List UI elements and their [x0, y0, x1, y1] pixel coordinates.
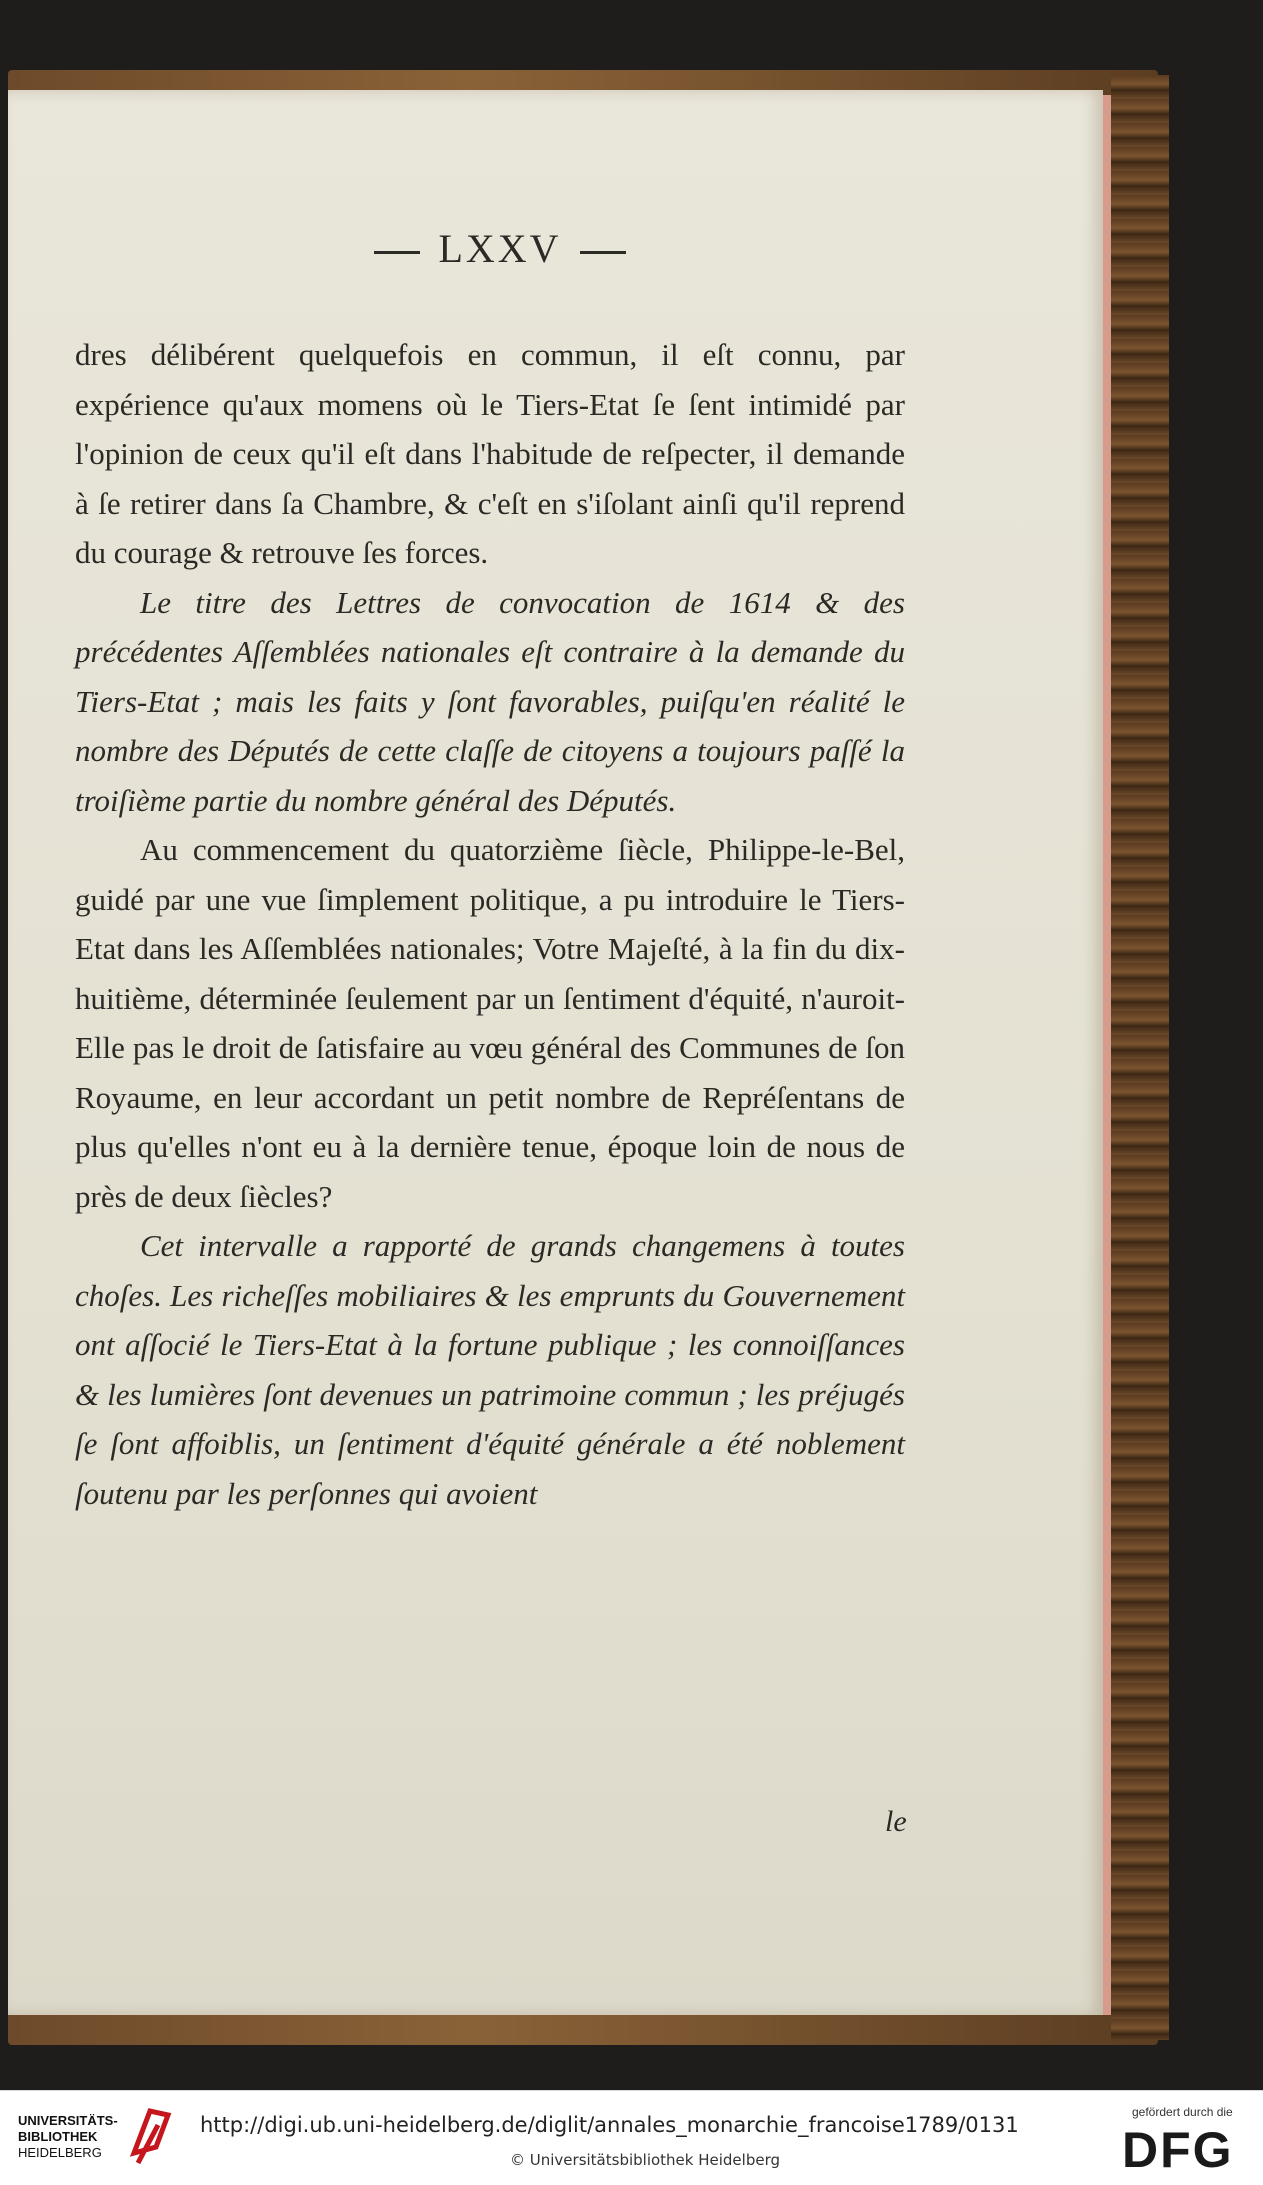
library-logo-icon[interactable]	[128, 2103, 176, 2169]
library-name-line3: HEIDELBERG	[18, 2145, 102, 2160]
paragraph: dres délibérent quelquefois en commun, il eſt connu, par expérience qu'aux momens où le Tiers-Etat ſe ſent intimidé par l'opinion de ceux qu'il eſt dans l'habitude de reſpecter, il demande à ſe retirer dans ſa Chambre, & c'eſt en s'iſolant ainſi qu'il reprend du courage & retrouve ſes forces.	[75, 337, 905, 570]
footer-bar	[0, 2090, 1263, 2185]
library-logo-text[interactable]	[18, 2113, 118, 2161]
header-dash-right	[580, 251, 626, 254]
library-name-line1: UNIVERSITÄTS-	[18, 2113, 118, 2128]
paragraph-italic: Cet intervalle a rapporté de grands changemens à toutes choſes. Les richeſſes mobiliaires & les emprunts du Gouvernement ont aſſocié le Tiers-Etat à la fortune publique ; les connoiſſances & les lumières ſont devenues un patrimoine commun ; les préjugés ſe ſont affoiblis, un ſentiment d'équité générale a été noblement ſoutenu par les perſonnes qui avoient	[75, 1228, 905, 1511]
page-red-edge	[1103, 95, 1111, 2015]
page-text	[75, 330, 905, 1518]
catchword: le	[885, 1805, 907, 1838]
document-url[interactable]: http://digi.ub.uni-heidelberg.de/diglit/annales_monarchie_francoise1789/0131	[200, 2113, 1019, 2137]
paragraph: Au commencement du quatorzième ſiècle, Philippe-le-Bel, guidé par une vue ſimplement politique, a pu introduire le Tiers-Etat dans les Aſſemblées nationales; Votre Majeſté, à la fin du dix-huitième, déterminée ſeulement par un ſentiment d'équité, n'auroit-Elle pas le droit de ſatisfaire au vœu général des Communes de ſon Royaume, en leur accordant un petit nombre de Repréſentans de plus qu'elles n'ont eu à la dernière tenue, époque loin de nous de près de deux ſiècles?	[75, 832, 905, 1214]
copyright-text: © Universitätsbibliothek Heidelberg	[510, 2151, 781, 2169]
funding-note: gefördert durch die	[1132, 2105, 1233, 2119]
header-dash-left	[374, 251, 420, 254]
dfg-logo[interactable]: DFG	[1122, 2122, 1234, 2178]
library-name-line2: BIBLIOTHEK	[18, 2129, 98, 2144]
page-number-roman: LXXV	[438, 226, 562, 271]
book-spine-edge	[1111, 75, 1169, 2040]
paragraph-italic: Le titre des Lettres de convocation de 1614 & des précédentes Aſſemblées nationales eſt contraire à la demande du Tiers-Etat ; mais les faits y ſont favorables, puiſqu'en réalité le nombre des Députés de cette claſſe de citoyens a toujours paſſé la troiſième partie du nombre général des Députés.	[75, 584, 905, 818]
page-header	[0, 225, 1000, 272]
